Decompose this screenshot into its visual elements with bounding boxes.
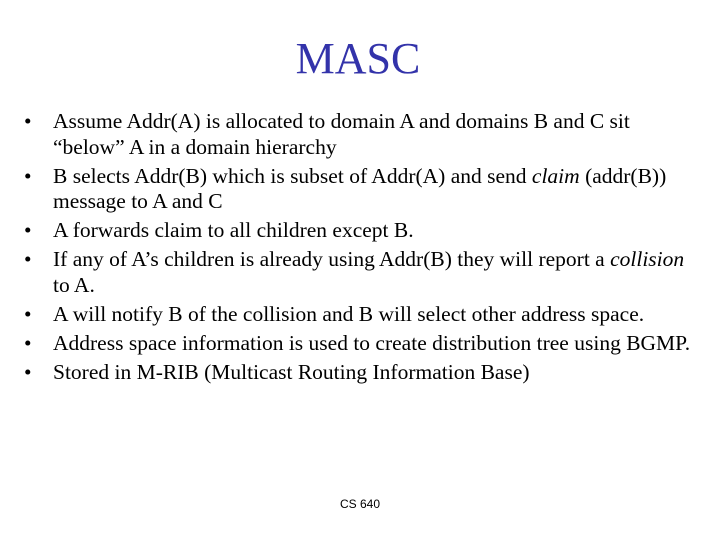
bullet-text-part: B selects Addr(B) which is subset of Addr(A) and send — [53, 163, 532, 188]
bullet-dot-icon: • — [24, 109, 32, 133]
bullet-list — [24, 109, 694, 389]
bullet-dot-icon: • — [24, 218, 32, 242]
slide-footer: CS 640 — [339, 497, 381, 511]
bullet-item — [24, 360, 694, 386]
bullet-text — [53, 360, 530, 384]
bullet-dot-icon: • — [24, 163, 32, 188]
bullet-text — [53, 109, 630, 159]
bullet-item — [24, 302, 694, 328]
bullet-text — [53, 218, 414, 242]
bullet-text-emphasis: claim — [531, 163, 580, 188]
bullet-item — [24, 164, 694, 215]
slide-title: MASC — [295, 34, 421, 83]
bullet-item — [24, 247, 694, 298]
bullet-item — [24, 331, 694, 357]
bullet-text-part: to A. — [53, 272, 95, 297]
bullet-text-emphasis: collision — [610, 247, 685, 271]
bullet-text-part: Address space information is used to create distribution tree using BGMP. — [53, 330, 691, 355]
bullet-dot-icon: • — [24, 301, 32, 326]
bullet-dot-icon: • — [24, 330, 32, 355]
bullet-text — [53, 164, 666, 214]
bullet-text-part: If any of A’s children is already using Addr(B) they will report a — [53, 247, 611, 271]
bullet-text-part: A will notify B of the collision and B will select other address space. — [53, 301, 645, 326]
bullet-dot-icon: • — [24, 359, 32, 384]
bullet-text — [53, 302, 644, 326]
bullet-dot-icon: • — [24, 247, 32, 271]
bullet-item — [24, 218, 694, 244]
bullet-text-part: A forwards claim to all children except B. — [53, 218, 414, 242]
bullet-text-part: Assume Addr(A) is allocated to domain A and domains B and C sit “below” A in a domain hierarchy — [53, 109, 630, 159]
bullet-text-part: (addr(B)) message to A and C — [53, 163, 667, 213]
bullet-text — [53, 331, 690, 355]
bullet-text-part: Stored in M-RIB (Multicast Routing Information Base) — [53, 359, 530, 384]
bullet-item — [24, 109, 694, 160]
bullet-text — [53, 247, 684, 297]
